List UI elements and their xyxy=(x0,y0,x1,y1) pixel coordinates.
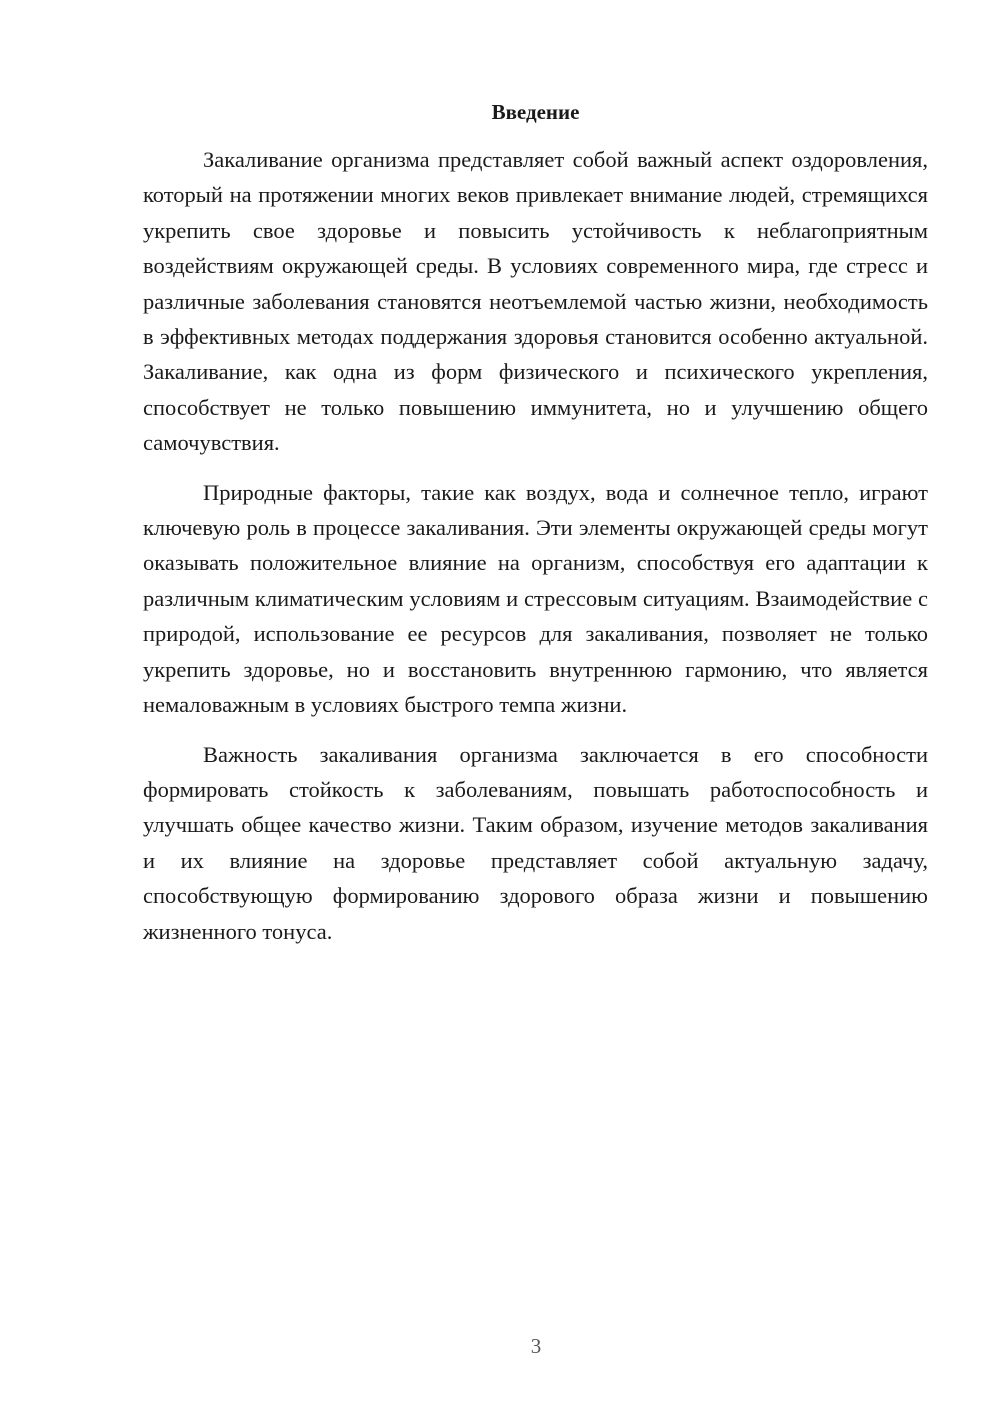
paragraph-3: Важность закаливания организма заключается в его способности формировать стойкость к заболеваниям, повышать работоспособность и улучшать общее качество жизни. Таким образом, изучение методов закаливания и их влияние на здоровье представляет собой актуальную задачу, способствующую формированию здорового образа жизни и повышению жизненного тонуса. xyxy=(143,741,928,944)
paragraph-1: Закаливание организма представляет собой важный аспект оздоровления, который на протяжении многих веков привлекает внимание людей, стремящихся укрепить свое здоровье и повысить устойчивость к неблагоприятным воздействиям окружающей среды. В условиях современного мира, где стресс и различные заболевания становятся неотъемлемой частью жизни, необходимость в эффективных методах поддержания здоровья становится особенно актуальной. Закаливание, как одна из форм физического и психического укрепления, способствует не только повышению иммунитета, но и улучшению общего самочувствия. xyxy=(143,147,928,456)
paragraph-2: Природные факторы, такие как воздух, вода и солнечное тепло, играют ключевую роль в процессе закаливания. Эти элементы окружающей среды могут оказывать положительное влияние на организм, способствуя его адаптации к различным климатическим условиям и стрессовым ситуациям. Взаимодействие с природой, использование ее ресурсов для закаливания, позволяет не только укрепить здоровье, но и восстановить внутреннюю гармонию, что является немаловажным в условиях быстрого темпа жизни. xyxy=(143,479,928,718)
page-number: 3 xyxy=(530,1334,542,1358)
page-title: Введение xyxy=(491,100,580,124)
body-text xyxy=(143,142,928,963)
